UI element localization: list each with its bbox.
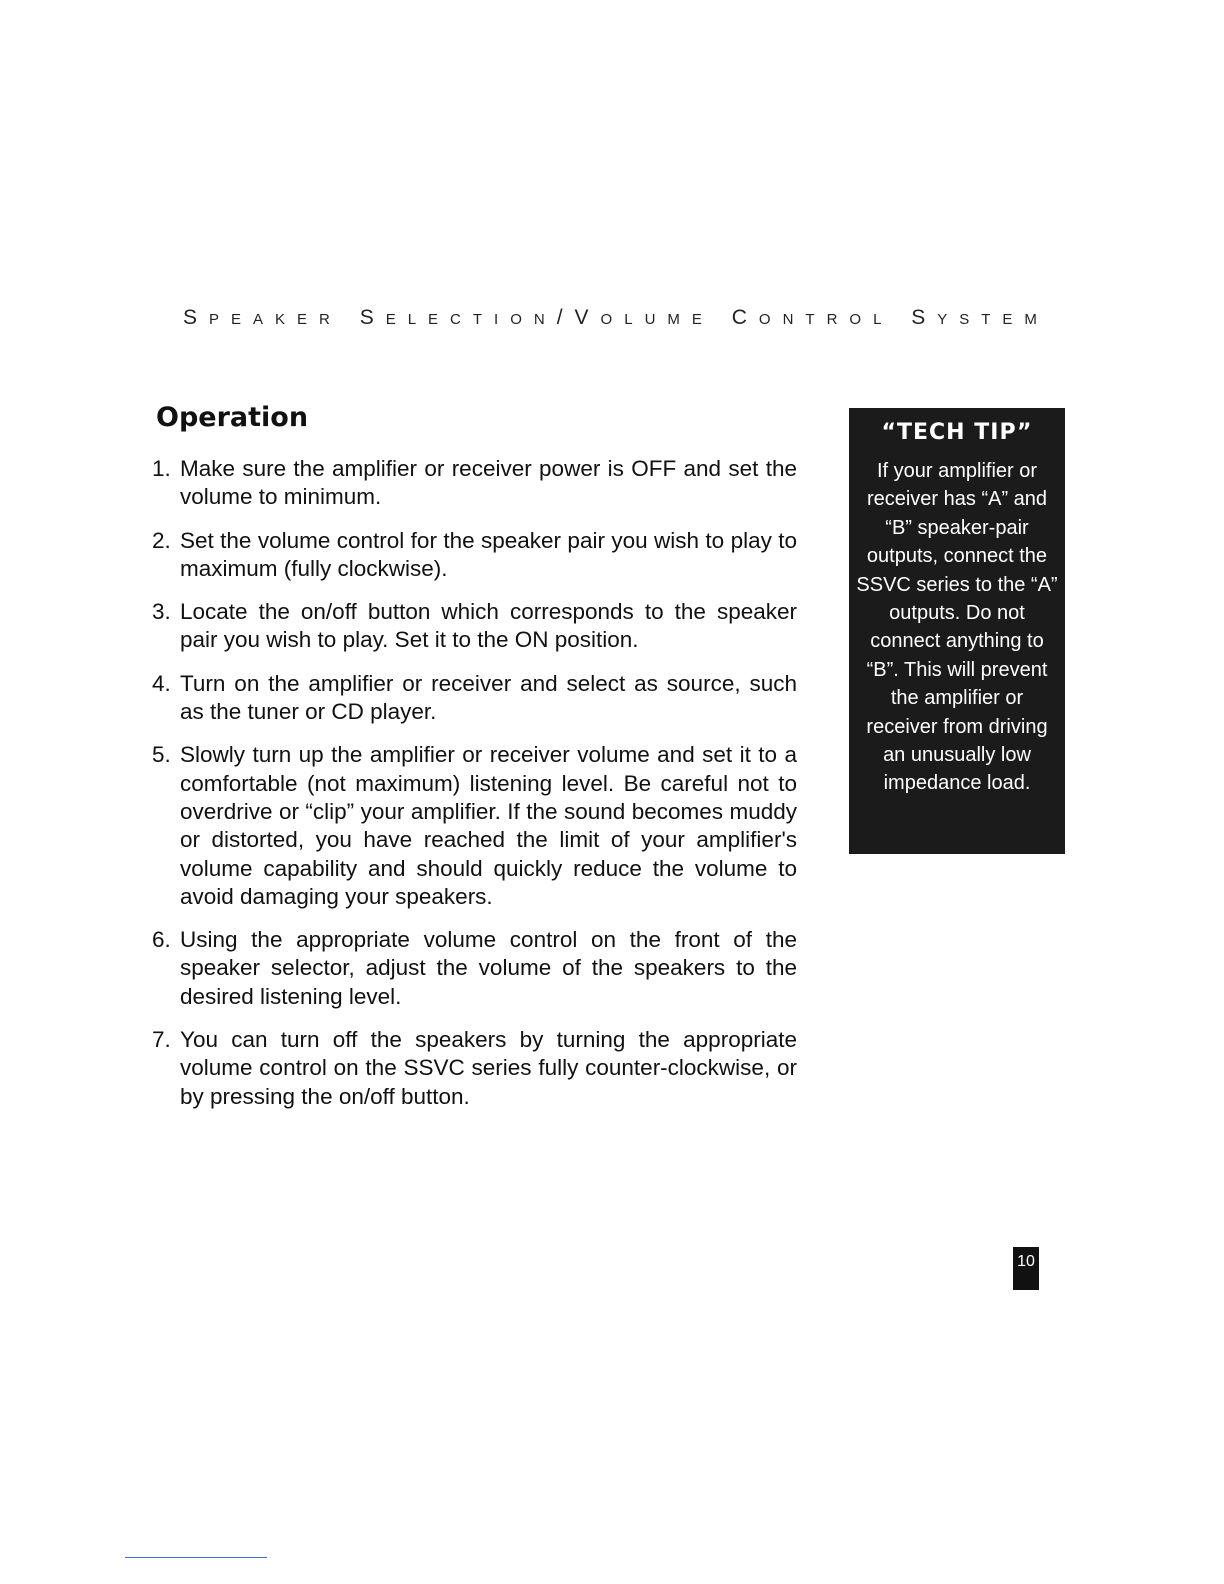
step-text: You can turn off the speakers by turning the appropriate volume control on the SSVC series fully counter-clockwise, or by pressing the on/off button. — [180, 1027, 797, 1109]
step-number: 1. — [152, 456, 171, 481]
list-item — [152, 1026, 797, 1111]
section-title: Operation — [156, 402, 309, 433]
step-text: Locate the on/off button which corresponds to the speaker pair you wish to play. Set it to the ON position. — [180, 599, 797, 653]
step-text: Using the appropriate volume control on the front of the speaker selector, adjust the volume of the speakers to the desired listening level. — [180, 927, 797, 1009]
step-number: 2. — [152, 527, 171, 553]
step-text: Make sure the amplifier or receiver power is OFF and set the volume to minimum. — [180, 456, 797, 510]
page-number: 10 — [1013, 1247, 1039, 1290]
tech-tip-title: “TECH TIP” — [881, 420, 1033, 445]
step-number: 3. — [152, 599, 171, 625]
list-item — [152, 926, 797, 1011]
step-text: Turn on the amplifier or receiver and select as source, such as the tuner or CD player. — [180, 670, 797, 725]
list-item — [152, 527, 797, 584]
list-item — [152, 455, 797, 512]
footnote-rule — [125, 1557, 267, 1558]
step-number: 7. — [152, 1027, 171, 1053]
step-text: Set the volume control for the speaker pair you wish to play to maximum (fully clockwise). — [180, 527, 797, 581]
step-number: 5. — [152, 742, 171, 768]
step-text: Slowly turn up the amplifier or receiver volume and set it to a comfortable (not maximum) listening level. Be careful not to overdrive or “clip” your amplifier. If the sound becomes muddy or distorted, you have reached the limit of your amplifier's volume capability and should quickly reduce the volume to avoid damaging your speakers. — [180, 742, 797, 909]
step-number: 6. — [152, 927, 171, 953]
operation-steps-list — [152, 455, 797, 1126]
tech-tip-box — [849, 408, 1065, 854]
list-item — [152, 670, 797, 727]
tech-tip-body: If your amplifier or receiver has “A” and “B” speaker-pair outputs, connect the SSVC series to the “A” outputs. Do not connect anything to “B”. This will prevent the amplifier or receiver from driving an unusually low impedance load. — [856, 460, 1058, 795]
list-item — [152, 741, 797, 911]
step-number: 4. — [152, 670, 171, 696]
list-item — [152, 598, 797, 655]
running-header: Speaker Selection/Volume Control System — [183, 306, 1049, 329]
